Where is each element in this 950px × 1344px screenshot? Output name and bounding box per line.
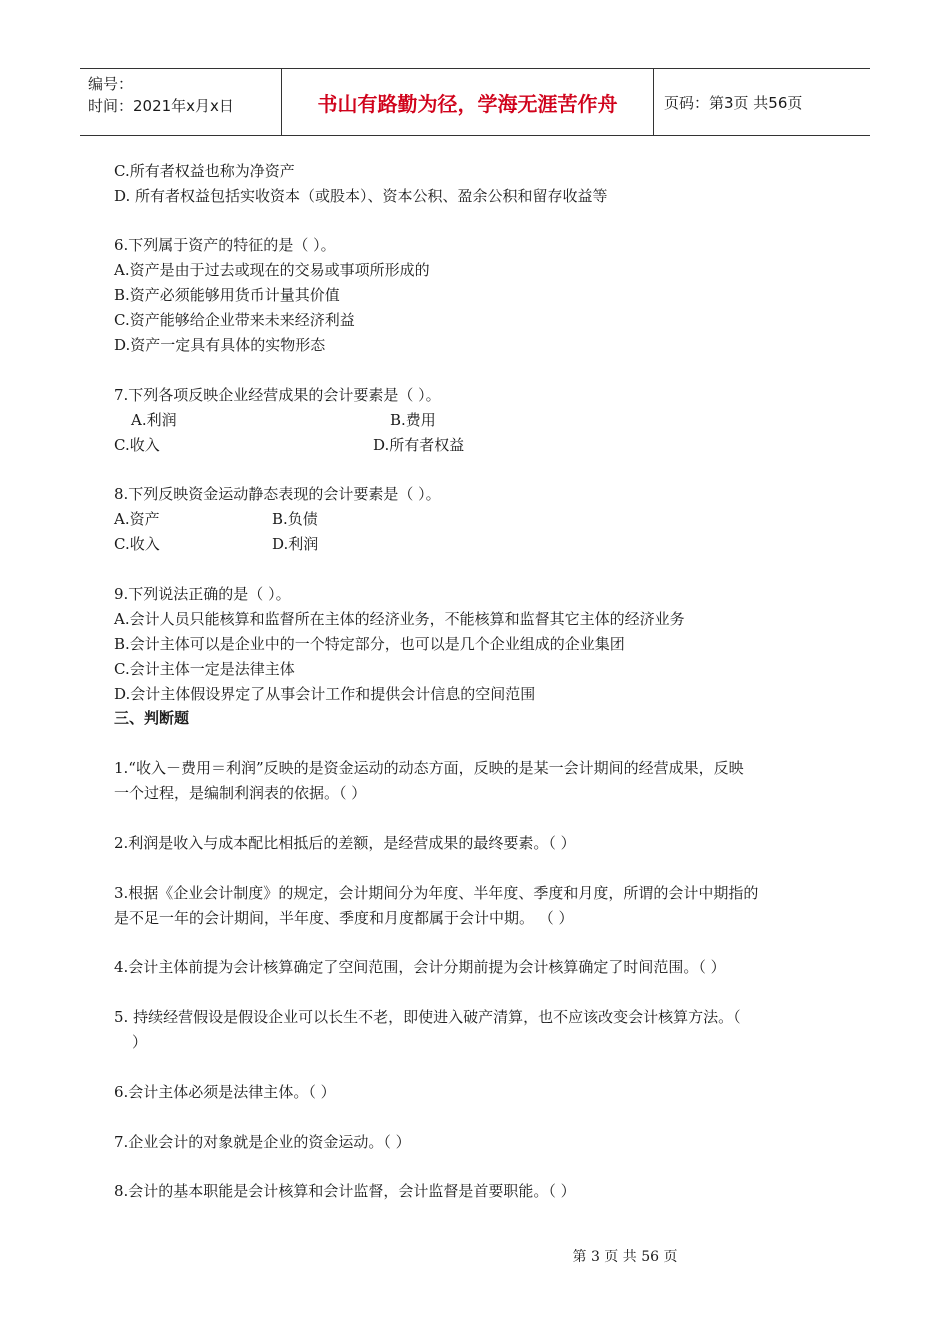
option-d: D.资产一定具有具体的实物形态 (114, 336, 326, 354)
section-title: 三、判断题 (114, 709, 190, 727)
option-b: B.费用 (390, 411, 436, 429)
option-a: A.利润 (131, 411, 177, 429)
judgment-8: 8.会计的基本职能是会计核算和会计监督，会计监督是首要职能。（ ） (114, 1182, 576, 1200)
judgment-7: 7.企业会计的对象就是企业的资金运动。（ ） (114, 1133, 411, 1151)
option-d: D.会计主体假设界定了从事会计工作和提供会计信息的空间范围 (114, 685, 536, 703)
option-a: A.资产 (114, 510, 160, 528)
option-b: B.负债 (272, 510, 318, 528)
header-meta (80, 69, 282, 135)
judgment-1: 1.“收入－费用＝利润”反映的是资金运动的动态方面，反映的是某一会计期间的经营成果，反映 (114, 759, 744, 777)
judgment-2: 2.利润是收入与成本配比相抵后的差额，是经营成果的最终要素。（ ） (114, 834, 576, 852)
option-d: D.所有者权益 (373, 436, 465, 454)
question-8: 8.下列反映资金运动静态表现的会计要素是（ ）。 (114, 485, 441, 503)
header-page-info: 页码：第3页 共56页 (664, 93, 803, 112)
document-header (80, 68, 870, 136)
judgment-3: 3.根据《企业会计制度》的规定，会计期间分为年度、半年度、季度和月度，所谓的会计中期指的 (114, 884, 759, 902)
judgment-3-cont: 是不足一年的会计期间，半年度、季度和月度都属于会计中期。 （ ） (114, 909, 574, 927)
option-b: B.会计主体可以是企业中的一个特定部分，也可以是几个企业组成的企业集团 (114, 635, 625, 653)
option-a: A.资产是由于过去或现在的交易或事项所形成的 (114, 261, 430, 279)
option-c: C.资产能够给企业带来未来经济利益 (114, 311, 355, 329)
option-c: C.会计主体一定是法律主体 (114, 660, 295, 678)
option-c: C.收入 (114, 436, 160, 454)
text-line: D. 所有者权益包括实收资本（或股本）、资本公积、盈余公积和留存收益等 (114, 187, 608, 205)
option-a: A.会计人员只能核算和监督所在主体的经济业务，不能核算和监督其它主体的经济业务 (114, 610, 685, 628)
text-line: C.所有者权益也称为净资产 (114, 162, 295, 180)
option-d: D.利润 (272, 535, 319, 553)
option-c: C.收入 (114, 535, 160, 553)
judgment-1-cont: 一个过程，是编制利润表的依据。（ ） (114, 784, 367, 802)
judgment-4: 4.会计主体前提为会计核算确定了空间范围，会计分期前提为会计核算确定了时间范围。（ ） (114, 958, 726, 976)
page-footer: 第 3 页 共 56 页 (572, 1249, 678, 1265)
option-b: B.资产必须能够用货币计量其价值 (114, 286, 340, 304)
date-label: 时间：2021年x月x日 (88, 97, 234, 115)
question-6: 6.下列属于资产的特征的是（ ）。 (114, 236, 336, 254)
question-9: 9.下列说法正确的是（ ）。 (114, 585, 291, 603)
header-motto: 书山有路勤为径，学海无涯苦作舟 (282, 69, 654, 135)
judgment-5: 5. 持续经营假设是假设企业可以长生不老，即使进入破产清算，也不应该改变会计核算方法。（ (114, 1008, 741, 1026)
judgment-6: 6.会计主体必须是法律主体。（ ） (114, 1083, 336, 1101)
judgment-5-cont: ） (132, 1033, 148, 1051)
number-label: 编号： (88, 75, 134, 93)
question-7: 7.下列各项反映企业经营成果的会计要素是（ ）。 (114, 386, 441, 404)
